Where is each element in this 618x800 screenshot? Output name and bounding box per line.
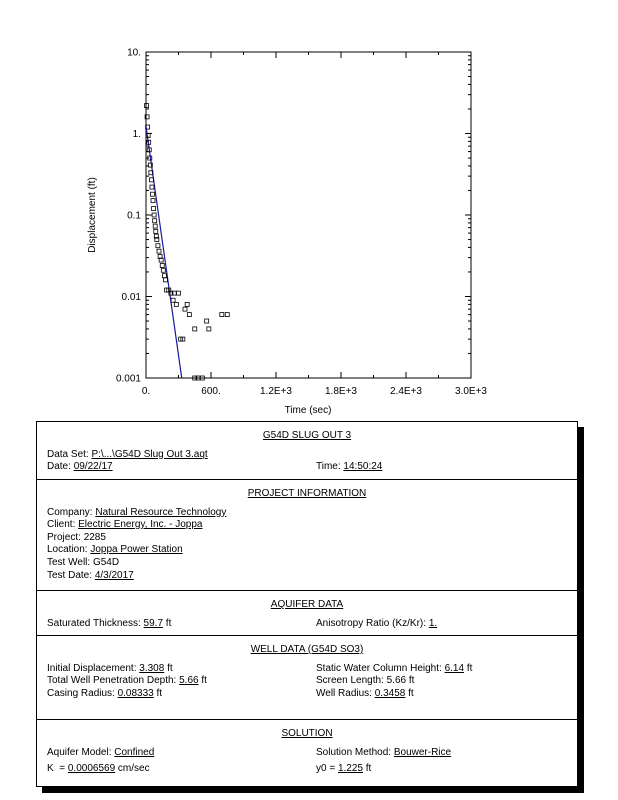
y0-value: 1.225 bbox=[337, 763, 363, 775]
sat-thick-unit: ft bbox=[165, 617, 172, 629]
well-row-3 bbox=[37, 688, 577, 701]
data-point bbox=[156, 244, 160, 248]
k-eq: = bbox=[59, 763, 66, 775]
well-radius-unit: ft bbox=[408, 687, 414, 699]
aquifer-section bbox=[37, 591, 577, 636]
data-point bbox=[161, 268, 165, 272]
x-tick-label: 2.4E+3 bbox=[390, 386, 422, 397]
solution-section bbox=[37, 720, 577, 786]
test-date-value: 4/3/2017 bbox=[94, 569, 134, 581]
fit-line bbox=[146, 126, 182, 378]
static-value: 6.14 bbox=[444, 662, 465, 674]
project-title: PROJECT INFORMATION bbox=[247, 488, 367, 499]
y-axis-label: Displacement (ft) bbox=[87, 177, 98, 253]
well-title: WELL DATA (G54D SO3) bbox=[250, 644, 364, 655]
static-unit: ft bbox=[466, 662, 473, 674]
fit-line-group bbox=[146, 126, 182, 378]
data-point bbox=[157, 249, 161, 253]
pen-value: 5.66 bbox=[179, 675, 199, 687]
y0-label: y0 bbox=[316, 763, 327, 775]
time-value: 14:50:24 bbox=[343, 461, 383, 473]
casing-unit: ft bbox=[156, 687, 163, 699]
test-well-row bbox=[37, 557, 577, 570]
project-row bbox=[37, 532, 577, 545]
well-radius-label: Well Radius: bbox=[316, 687, 372, 699]
solution-title: SOLUTION bbox=[281, 728, 333, 739]
well-radius-value: 0.3458 bbox=[374, 687, 406, 699]
report-header-section bbox=[37, 422, 577, 480]
date-value: 09/22/17 bbox=[73, 461, 113, 473]
y-tick-label: 1. bbox=[132, 129, 141, 140]
data-point bbox=[153, 224, 157, 228]
solution-row-2 bbox=[37, 763, 577, 776]
model-label: Aquifer Model: bbox=[47, 746, 112, 758]
k-label: K bbox=[47, 763, 54, 775]
solution-row-1 bbox=[37, 747, 577, 760]
data-point bbox=[151, 192, 155, 196]
report-title: G54D SLUG OUT 3 bbox=[262, 430, 352, 441]
data-point bbox=[153, 219, 157, 223]
method-value: Bouwer-Rice bbox=[393, 746, 452, 758]
model-value: Confined bbox=[114, 746, 155, 758]
location-value: Joppa Power Station bbox=[90, 544, 183, 556]
pen-unit: ft bbox=[201, 675, 207, 687]
test-well-value: G54D bbox=[92, 556, 120, 568]
y-tick-label: 10. bbox=[127, 47, 141, 59]
data-point bbox=[187, 313, 191, 317]
project-label: Project: bbox=[47, 531, 81, 543]
data-point bbox=[205, 319, 209, 323]
x-tick-label: 3.0E+3 bbox=[455, 386, 487, 397]
aquifer-title: AQUIFER DATA bbox=[270, 599, 344, 610]
location-row bbox=[37, 544, 577, 557]
test-well-label: Test Well: bbox=[47, 556, 91, 568]
company-label: Company: bbox=[47, 506, 93, 518]
report-panel bbox=[36, 421, 578, 787]
x-axis-label: Time (sec) bbox=[284, 405, 332, 416]
init-disp-label: Initial Displacement: bbox=[47, 662, 137, 674]
data-point bbox=[225, 313, 229, 317]
init-disp-unit: ft bbox=[167, 662, 173, 674]
y-tick-label: 0.001 bbox=[115, 373, 141, 385]
data-point bbox=[152, 207, 156, 211]
data-points bbox=[145, 104, 230, 380]
data-point bbox=[160, 264, 164, 268]
test-date-row bbox=[37, 570, 577, 583]
data-point bbox=[151, 199, 155, 203]
well-row-2 bbox=[37, 675, 577, 688]
aquifer-row bbox=[37, 618, 577, 631]
project-value: 2285 bbox=[83, 531, 106, 543]
data-point bbox=[185, 302, 189, 306]
axes bbox=[116, 48, 487, 398]
data-point bbox=[162, 274, 166, 278]
x-tick-label: 600. bbox=[201, 386, 221, 397]
data-set-value: P:\...\G54D Slug Out 3.aqt bbox=[91, 448, 208, 460]
project-section bbox=[37, 480, 577, 591]
casing-value: 0.08333 bbox=[117, 687, 154, 699]
location-label: Location: bbox=[47, 544, 88, 556]
init-disp-value: 3.308 bbox=[139, 662, 165, 674]
date-label: Date: bbox=[47, 461, 71, 473]
plot-frame bbox=[146, 52, 471, 378]
data-point bbox=[207, 327, 211, 331]
data-point bbox=[174, 302, 178, 306]
screen-label: Screen Length: bbox=[316, 675, 384, 687]
anis-value: 1. bbox=[428, 617, 438, 629]
data-point bbox=[150, 185, 154, 189]
data-point bbox=[152, 213, 156, 217]
casing-label: Casing Radius: bbox=[47, 687, 115, 699]
data-point bbox=[193, 327, 197, 331]
x-tick-label: 1.2E+3 bbox=[260, 386, 292, 397]
k-value: 0.0006569 bbox=[67, 763, 116, 775]
data-point bbox=[183, 307, 187, 311]
well-section bbox=[37, 636, 577, 720]
k-unit: cm/sec bbox=[117, 763, 150, 775]
client-label: Client: bbox=[47, 519, 76, 531]
y-tick-label: 0.1 bbox=[127, 210, 141, 222]
data-set-label: Data Set: bbox=[47, 448, 89, 460]
data-point bbox=[177, 291, 181, 295]
y0-unit: ft bbox=[365, 763, 372, 775]
data-point bbox=[171, 298, 175, 302]
sat-thick-value: 59.7 bbox=[143, 617, 164, 629]
x-tick-label: 1.8E+3 bbox=[325, 386, 357, 397]
x-tick-label: 0. bbox=[141, 386, 151, 397]
date-time-row bbox=[37, 461, 577, 474]
company-value: Natural Resource Technology bbox=[95, 506, 227, 518]
data-point bbox=[145, 104, 149, 108]
sat-thick-label: Saturated Thickness: bbox=[47, 617, 141, 629]
data-point bbox=[220, 313, 224, 317]
time-label: Time: bbox=[316, 461, 341, 473]
test-date-label: Test Date: bbox=[47, 569, 93, 581]
method-label: Solution Method: bbox=[316, 746, 392, 758]
data-point bbox=[154, 229, 158, 233]
pen-label: Total Well Penetration Depth: bbox=[47, 675, 177, 687]
data-point bbox=[164, 278, 168, 282]
screen-value: 5.66 ft bbox=[386, 675, 415, 687]
company-row bbox=[37, 507, 577, 520]
well-row-1 bbox=[37, 663, 577, 676]
y-tick-label: 0.01 bbox=[121, 292, 141, 303]
static-label: Static Water Column Height: bbox=[316, 662, 442, 674]
client-row bbox=[37, 519, 577, 532]
anis-label: Anisotropy Ratio (Kz/Kr): bbox=[316, 617, 427, 629]
client-value: Electric Energy, Inc. - Joppa bbox=[78, 519, 203, 531]
data-set-row bbox=[37, 449, 577, 462]
y0-eq: = bbox=[329, 763, 336, 775]
